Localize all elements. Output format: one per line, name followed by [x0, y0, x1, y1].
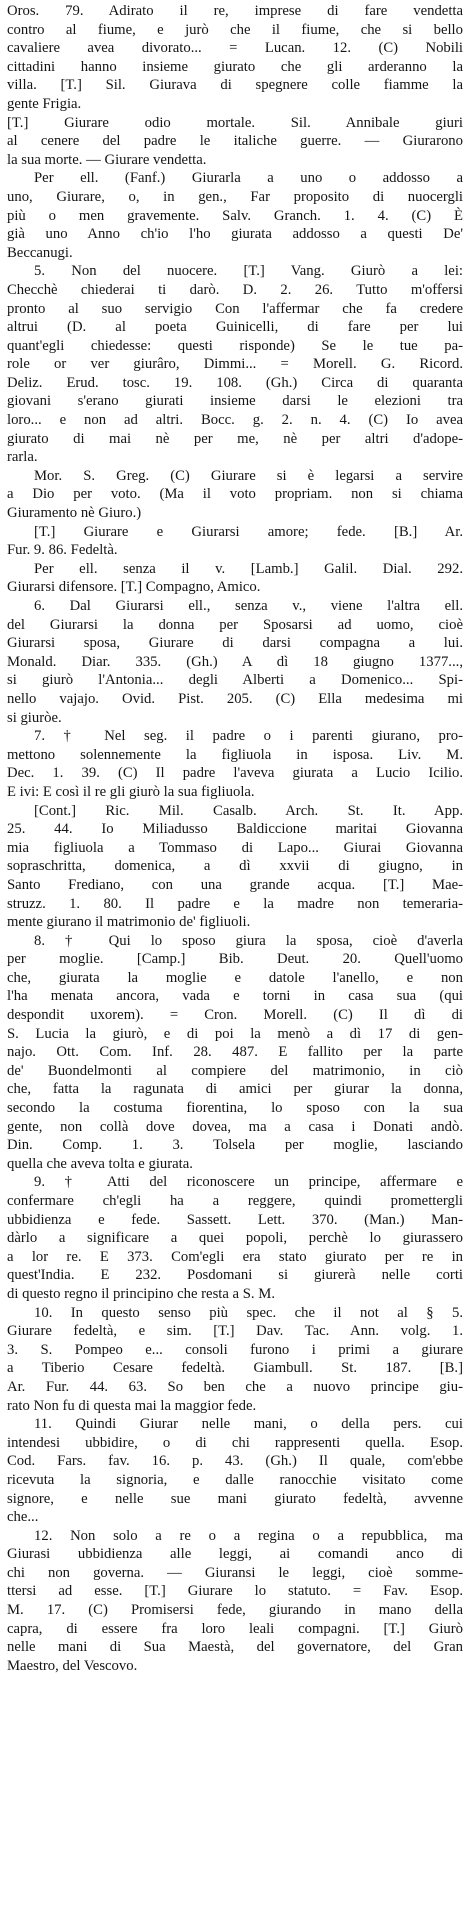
text-line: ubbidienza e fede. Sassett. Lett. 370. (Man.) Man-: [7, 1211, 463, 1228]
text-line: Oros. 79. Adirato il re, imprese di fare vendetta: [7, 3, 463, 19]
text-line: rato Non fu di questa mai la maggior fede.: [7, 1397, 257, 1414]
entry-paragraph: [7, 560, 463, 597]
entry-paragraph: [7, 597, 463, 727]
text-line: mia figliuola a Tommaso di Lapo... Giurai Giovanna: [7, 839, 463, 856]
text-line: sopraschritta, domenica, a dì xxvii di giugno, in: [7, 858, 463, 875]
text-line: quest'India. E 232. Posdomani si giurerà nelle corti: [7, 1267, 463, 1284]
text-line: Santo Frediano, con una grande acqua. [T.] Mae-: [7, 876, 463, 893]
text-line: gente Frigia.: [7, 95, 82, 112]
text-line: uno, Giurare, o, in gen., Far proposito di nuocergli: [7, 188, 463, 205]
text-line: Fur. 9. 86. Fedeltà.: [7, 542, 118, 559]
entry-paragraph: [7, 523, 463, 560]
text-line: Giurare fedeltà, e sim. [T.] Dav. Tac. Ann. volg. 1.: [7, 1323, 463, 1340]
text-line: giovani s'erano giurati insieme darsi le elezioni tra: [7, 393, 463, 410]
text-line: de' Buondelmonti al compiere del matrimonio, in ciò: [7, 1062, 463, 1079]
text-line: Per ell. senza il v. [Lamb.] Galil. Dial. 292.: [34, 560, 463, 577]
text-line: contro al fiume, e jurò che il fiume, che si bello: [7, 21, 463, 38]
entry-paragraph: [7, 1527, 463, 1676]
text-line: l'ha menata ancora, vada e torni in casa sua (qui: [7, 988, 463, 1005]
text-line: Giurarsi sposa, Giurare di darsi compagna a lui.: [7, 635, 463, 652]
text-line: Monald. Diar. 335. (Gh.) A dì 18 giugno 1377...,: [7, 653, 463, 670]
text-line: per moglie. [Camp.] Bib. Deut. 20. Quell'uomo: [7, 951, 463, 968]
text-line: la sua morte. — Giurare vendetta.: [7, 151, 207, 168]
text-line: al cenere del padre le italiche guerre. — Giurarono: [7, 133, 463, 150]
entry-paragraph: [7, 1304, 463, 1416]
text-line: signore, e nelle sue mani giurato fedeltà, avvenne: [7, 1490, 463, 1507]
text-line: 12. Non solo a re o a regina o a repubblica, ma: [34, 1527, 463, 1544]
text-line: si giurò l'Antonia... degli Alberti a Domenico... Spi-: [7, 672, 463, 689]
text-line: loro... e non ad altri. Bocc. g. 2. n. 4. (C) Io avea: [7, 412, 463, 429]
entry-paragraph: [7, 467, 463, 523]
text-line: Beccanugi.: [7, 244, 73, 261]
text-line: più o men gravemente. Salv. Granch. 1. 4. (C) È: [7, 207, 463, 224]
text-line: Mor. S. Greg. (C) Giurare si è legarsi a servire: [34, 467, 463, 484]
text-line: nelle mani di Sua Maestà, del governatore, del Gran: [7, 1639, 463, 1656]
entry-paragraph: [7, 114, 463, 170]
text-line: 5. Non del nuocere. [T.] Vang. Giurò a lei:: [34, 263, 463, 280]
text-line: ttersi ad esse. [T.] Giurare lo statuto. = Fav. Esop.: [7, 1583, 463, 1600]
text-line: Giurasi ubbidienza alle leggi, ai comandi anco di: [7, 1546, 463, 1563]
text-line: despondit uxorem). = Cron. Morell. (C) Il dì di: [7, 1007, 463, 1024]
text-line: 3. S. Pompeo e... consoli furono i primi a giurare: [7, 1341, 463, 1358]
entry-paragraph: [7, 169, 463, 262]
entry-paragraph: [7, 727, 463, 801]
text-line: Giurarsi difensore. [T.] Compagno, Amico.: [7, 579, 261, 596]
text-line: che, fatta la ragunata di amici per giurar la donna,: [7, 1081, 463, 1098]
text-line: Maestro, del Vescovo.: [7, 1657, 138, 1674]
text-line: si giuròe.: [7, 709, 62, 726]
text-line: a Dio per voto. (Ma il voto propriam. non si chiama: [7, 486, 463, 503]
text-line: rarla.: [7, 449, 38, 466]
text-line: S. Lucia la giurò, e di poi la menò a dì 17 di gen-: [7, 1025, 463, 1042]
text-line: 25. 44. Io Miliadusso Baldiccione maritai Giovanna: [7, 821, 463, 838]
text-line: [T.] Giurare odio mortale. Sil. Annibale giuri: [7, 114, 463, 131]
text-line: Checchè chiederai ti darò. D. 2. 26. Tutto m'offersi: [7, 281, 463, 298]
text-line: confermare ch'egli ha a reggere, quindi promettergli: [7, 1193, 463, 1209]
text-line: gente, non collà dove dovea, ma a casa i Donati andò.: [7, 1118, 463, 1135]
text-line: secondo la costuma fiorentina, lo sposo con la sua: [7, 1100, 463, 1117]
text-line: a Tiberio Cesare fedeltà. Giambull. St. 187. [B.]: [7, 1360, 463, 1377]
text-line: Cod. Fars. fav. 16. p. 43. (Gh.) Il quale, com'ebbe: [7, 1453, 463, 1470]
entry-paragraph: [7, 802, 463, 932]
text-line: intendesi ubbidire, o di chi rappresenti quella. Esop.: [7, 1434, 463, 1451]
text-line: capra, di essere fra loro leali compagni. [T.] Giurò: [7, 1620, 463, 1637]
text-line: pronto al suo servigio Con l'affermar che fa credere: [7, 300, 463, 317]
text-line: chi non governa. — Giuransi le leggi, cioè somme-: [7, 1564, 463, 1581]
text-line: 9. † Atti del riconoscere un principe, affermare e: [34, 1174, 463, 1191]
text-line: Din. Comp. 1. 3. Tolsela per moglie, lasciando: [7, 1137, 463, 1154]
text-line: che...: [7, 1509, 39, 1526]
entry-paragraph: [7, 2, 463, 114]
text-line: cittadini hanno insieme giurato che gli arderanno la: [7, 58, 463, 75]
text-line: role or ver giurâro, Dimmi... = Morell. G. Ricord.: [7, 356, 463, 373]
text-line: E ivi: E così il re gli giurò la sua figliuola.: [7, 783, 255, 800]
text-line: del Giurarsi la donna per Sposarsi ad uomo, cioè: [7, 616, 463, 633]
text-line: mente giurano il matrimonio de' figliuoli.: [7, 914, 251, 931]
text-line: M. 17. (C) Promisersi fede, giurando in mano della: [7, 1602, 463, 1619]
text-line: ricevuta la signoria, e dalle ranocchie visitato come: [7, 1471, 463, 1488]
text-line: Deliz. Erud. tosc. 19. 108. (Gh.) Circa di quaranta: [7, 374, 463, 391]
text-line: Giuramento nè Giuro.): [7, 505, 142, 522]
text-line: Dec. 1. 39. (C) Il padre l'aveva giurata a Lucio Icilio.: [7, 765, 463, 782]
text-line: Ar. Fur. 44. 63. So ben che a nuovo principe giu-: [7, 1378, 463, 1395]
text-line: [Cont.] Ric. Mil. Casalb. Arch. St. It. App.: [34, 802, 463, 819]
text-line: 10. In questo senso più spec. che il not al § 5.: [34, 1304, 463, 1321]
text-line: 8. † Qui lo sposo giura la sposa, cioè d'averla: [34, 932, 463, 949]
entry-paragraph: [7, 1173, 463, 1303]
entry-paragraph: [7, 932, 463, 1174]
text-line: quella che aveva tolta e giurata.: [7, 1155, 193, 1172]
text-line: di questo regno il principino che resta a S. M.: [7, 1285, 275, 1302]
text-line: già uno Anno ch'io l'ho giurata addosso a questi De': [7, 226, 463, 243]
text-line: a lor re. E 373. Com'egli era stato giurato per re in: [7, 1248, 463, 1265]
text-line: altrui (D. al poeta Guinicelli, di fare per lui: [7, 319, 463, 336]
text-line: struzz. 1. 80. Il padre e la madre non temeraria-: [7, 895, 463, 912]
text-line: quant'egli chiedesse: questi risponde) Se le tue pa-: [7, 337, 463, 354]
text-line: dàrlo a significare a quei popoli, perchè lo giurassero: [7, 1230, 463, 1247]
text-line: najo. Ott. Com. Inf. 28. 487. E fallito per la parte: [7, 1044, 463, 1061]
entry-paragraph: [7, 262, 463, 467]
text-line: che, giurata la moglie e datole l'anello, e non: [7, 969, 463, 986]
text-line: cavaliere avea divorato... = Lucan. 12. (C) Nobili: [7, 40, 463, 57]
text-line: nello vajajo. Ovid. Pist. 205. (C) Ella medesima mi: [7, 690, 463, 707]
text-line: 6. Dal Giurarsi ell., senza v., viene l'altra ell.: [34, 598, 463, 614]
text-line: mettono solennemente la figliuola in isposa. Liv. M.: [7, 746, 463, 763]
text-line: Per ell. (Fanf.) Giurarla a uno o addosso a: [34, 170, 463, 187]
text-line: 11. Quindi Giurar nelle mani, o della pers. cui: [34, 1416, 463, 1433]
text-line: 7. † Nel seg. il padre o i parenti giurano, pro-: [34, 728, 463, 745]
text-line: giurato di mai nè per me, nè per altri d'adope-: [7, 430, 463, 447]
entry-paragraph: [7, 1415, 463, 1527]
text-line: [T.] Giurare e Giurarsi amore; fede. [B.] Ar.: [34, 523, 463, 540]
text-line: villa. [T.] Sil. Giurava di spegnere colle fiamme la: [7, 77, 463, 94]
